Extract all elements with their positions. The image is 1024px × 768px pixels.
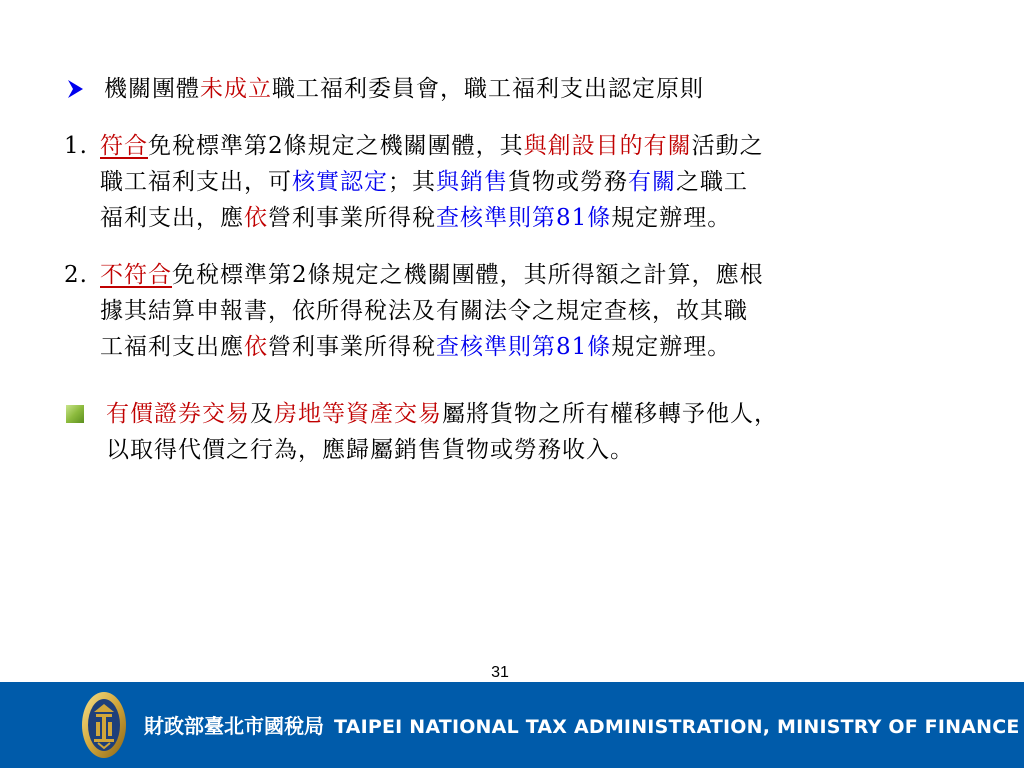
item-2-line-3 — [100, 329, 731, 365]
highlight-run: 查核準則第81條 — [436, 334, 612, 360]
tax-bureau-emblem-icon — [80, 690, 128, 760]
text-run: 營利事業所得稅 — [268, 334, 436, 360]
highlight-run: 與銷售 — [436, 169, 508, 195]
term-not-fits: 不符合 — [100, 262, 172, 288]
item-1-line-2 — [100, 164, 748, 200]
highlight-run: 依 — [244, 205, 268, 231]
highlight-run: 有價證券交易 — [106, 401, 250, 427]
highlight-run: 核實認定 — [292, 169, 388, 195]
text-run: 以取得代價之行為，應歸屬銷售貨物或勞務收入。 — [106, 437, 634, 463]
text-run: 營利事業所得稅 — [268, 205, 436, 231]
item-2-line-2 — [100, 293, 748, 329]
text-run: 貨物或勞務 — [508, 169, 628, 195]
heading-part: 機關團體 — [104, 76, 200, 102]
org-name-zh: 財政部臺北市國稅局 — [144, 714, 324, 738]
text-run: 工福利支出應 — [100, 334, 244, 360]
footer-banner — [0, 682, 1024, 768]
page-number: 31 — [491, 664, 509, 681]
text-run: 福利支出，應 — [100, 205, 244, 231]
item-number: 1. — [64, 133, 88, 159]
highlight-run: 房地等資產交易 — [274, 401, 442, 427]
item-1-line-1 — [100, 128, 764, 164]
text-run: 據其結算申報書，依所得稅法及有關法令之規定查核，故其職 — [100, 298, 748, 324]
heading-highlight: 未成立 — [200, 76, 272, 102]
highlight-run: 有關 — [628, 169, 676, 195]
text-run: 規定辦理。 — [611, 205, 732, 231]
org-name-en: TAIPEI NATIONAL TAX ADMINISTRATION, MINISTRY OF FINANCE — [334, 716, 1020, 738]
text-run: 職工福利支出，可 — [100, 169, 292, 195]
text-run: ；其 — [388, 169, 436, 195]
text-run: 之職工 — [676, 169, 748, 195]
text-run: 及 — [250, 401, 274, 427]
highlight-run: 查核準則第81條 — [436, 205, 612, 231]
heading-text — [104, 72, 704, 106]
text-run: 免稅標準第2條規定之機關團體，其所得額之計算，應根 — [172, 262, 764, 288]
note-line-1 — [106, 396, 778, 432]
item-number: 2. — [64, 262, 88, 288]
item-1-line-3 — [100, 200, 731, 236]
square-bullet-icon — [66, 405, 84, 423]
heading-part: 職工福利委員會，職工福利支出認定原則 — [272, 76, 704, 102]
arrow-bullet-icon — [66, 72, 92, 106]
term-fits: 符合 — [100, 133, 148, 159]
item-2-line-1 — [100, 257, 764, 293]
item-1 — [64, 128, 964, 236]
footer-org-name — [144, 708, 1020, 744]
item-2 — [64, 257, 964, 365]
text-run: 規定辦理。 — [611, 334, 732, 360]
highlight-run: 依 — [244, 334, 268, 360]
text-run: 免稅標準第2條規定之機關團體，其 — [148, 133, 524, 159]
highlight-run: 與創設目的有關 — [523, 133, 692, 159]
text-run: 活動之 — [691, 133, 764, 159]
text-run: 屬將貨物之所有權移轉予他人， — [442, 401, 778, 427]
note-line-2 — [106, 432, 634, 468]
